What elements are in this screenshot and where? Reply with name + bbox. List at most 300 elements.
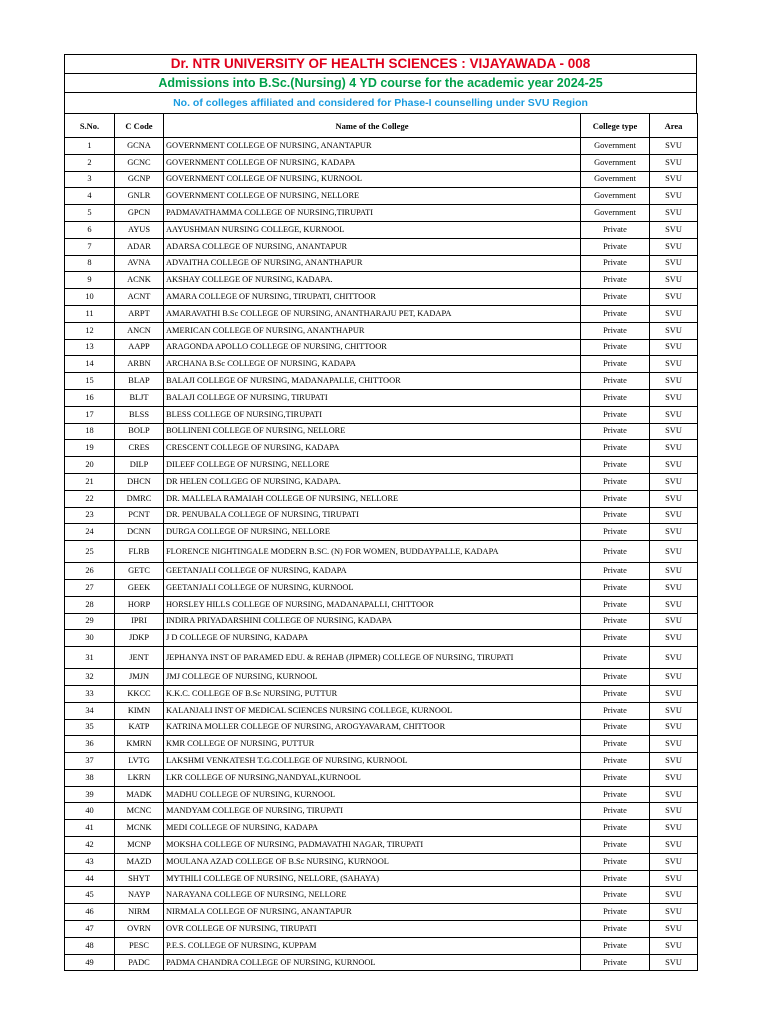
cell-college-type: Private xyxy=(581,339,650,356)
cell-college-name: KALANJALI INST OF MEDICAL SCIENCES NURSING COLLEGE, KURNOOL xyxy=(164,702,581,719)
cell-college-name: AMARAVATHI B.Sc COLLEGE OF NURSING, ANANTHARAJU PET, KADAPA xyxy=(164,305,581,322)
table-row xyxy=(65,887,698,904)
cell-college-name: NARAYANA COLLEGE OF NURSING, NELLORE xyxy=(164,887,581,904)
cell-college-type: Private xyxy=(581,524,650,541)
cell-college-type: Private xyxy=(581,837,650,854)
table-row xyxy=(65,507,698,524)
cell-college-type: Private xyxy=(581,457,650,474)
cell-code: ACNK xyxy=(115,272,164,289)
table-row xyxy=(65,138,698,155)
table-row xyxy=(65,255,698,272)
cell-college-type: Private xyxy=(581,541,650,563)
cell-code: KIMN xyxy=(115,702,164,719)
cell-college-type: Private xyxy=(581,613,650,630)
cell-college-name: P.E.S. COLLEGE OF NURSING, KUPPAM xyxy=(164,937,581,954)
table-row xyxy=(65,205,698,222)
column-header-code: C Code xyxy=(115,114,164,138)
cell-code: CRES xyxy=(115,440,164,457)
cell-area: SVU xyxy=(650,719,698,736)
cell-college-name: K.K.C. COLLEGE OF B.Sc NURSING, PUTTUR xyxy=(164,685,581,702)
cell-area: SVU xyxy=(650,221,698,238)
table-row xyxy=(65,356,698,373)
table-row xyxy=(65,289,698,306)
cell-college-name: CRESCENT COLLEGE OF NURSING, KADAPA xyxy=(164,440,581,457)
column-header-name: Name of the College xyxy=(164,114,581,138)
cell-college-name: GEETANJALI COLLEGE OF NURSING, KADAPA xyxy=(164,563,581,580)
cell-college-name: MEDI COLLEGE OF NURSING, KADAPA xyxy=(164,820,581,837)
cell-area: SVU xyxy=(650,406,698,423)
cell-area: SVU xyxy=(650,339,698,356)
cell-area: SVU xyxy=(650,138,698,155)
cell-college-name: MADHU COLLEGE OF NURSING, KURNOOL xyxy=(164,786,581,803)
cell-code: GEEK xyxy=(115,579,164,596)
table-row xyxy=(65,669,698,686)
table-row xyxy=(65,904,698,921)
cell-code: MCNP xyxy=(115,837,164,854)
cell-code: DILP xyxy=(115,457,164,474)
cell-code: LKRN xyxy=(115,769,164,786)
table-row xyxy=(65,769,698,786)
table-row xyxy=(65,870,698,887)
cell-area: SVU xyxy=(650,272,698,289)
cell-college-name: JMJ COLLEGE OF NURSING, KURNOOL xyxy=(164,669,581,686)
cell-area: SVU xyxy=(650,563,698,580)
cell-college-name: ADARSA COLLEGE OF NURSING, ANANTAPUR xyxy=(164,238,581,255)
cell-area: SVU xyxy=(650,887,698,904)
cell-college-type: Private xyxy=(581,753,650,770)
cell-area: SVU xyxy=(650,937,698,954)
cell-college-type: Private xyxy=(581,389,650,406)
cell-college-name: MOKSHA COLLEGE OF NURSING, PADMAVATHI NAGAR, TIRUPATI xyxy=(164,837,581,854)
cell-college-name: GOVERNMENT COLLEGE OF NURSING, KURNOOL xyxy=(164,171,581,188)
cell-sno: 8 xyxy=(65,255,115,272)
cell-college-type: Private xyxy=(581,490,650,507)
cell-college-name: NIRMALA COLLEGE OF NURSING, ANANTAPUR xyxy=(164,904,581,921)
cell-code: DMRC xyxy=(115,490,164,507)
cell-college-name: AMARA COLLEGE OF NURSING, TIRUPATI, CHITTOOR xyxy=(164,289,581,306)
cell-college-name: KATRINA MOLLER COLLEGE OF NURSING, AROGYAVARAM, CHITTOOR xyxy=(164,719,581,736)
cell-college-name: PADMAVATHAMMA COLLEGE OF NURSING,TIRUPATI xyxy=(164,205,581,222)
cell-code: NIRM xyxy=(115,904,164,921)
cell-area: SVU xyxy=(650,613,698,630)
cell-code: ADAR xyxy=(115,238,164,255)
cell-college-name: ARAGONDA APOLLO COLLEGE OF NURSING, CHITTOOR xyxy=(164,339,581,356)
cell-sno: 41 xyxy=(65,820,115,837)
cell-sno: 11 xyxy=(65,305,115,322)
cell-code: GCNP xyxy=(115,171,164,188)
cell-sno: 40 xyxy=(65,803,115,820)
cell-area: SVU xyxy=(650,490,698,507)
cell-code: DHCN xyxy=(115,473,164,490)
cell-sno: 44 xyxy=(65,870,115,887)
cell-area: SVU xyxy=(650,188,698,205)
cell-sno: 7 xyxy=(65,238,115,255)
cell-area: SVU xyxy=(650,289,698,306)
cell-college-type: Private xyxy=(581,373,650,390)
cell-college-type: Private xyxy=(581,685,650,702)
cell-area: SVU xyxy=(650,786,698,803)
cell-area: SVU xyxy=(650,579,698,596)
table-row xyxy=(65,154,698,171)
table-row xyxy=(65,339,698,356)
cell-sno: 24 xyxy=(65,524,115,541)
cell-college-name: GOVERNMENT COLLEGE OF NURSING, NELLORE xyxy=(164,188,581,205)
cell-code: GCNC xyxy=(115,154,164,171)
cell-area: SVU xyxy=(650,507,698,524)
cell-sno: 19 xyxy=(65,440,115,457)
cell-college-name: DR. MALLELA RAMAIAH COLLEGE OF NURSING, NELLORE xyxy=(164,490,581,507)
table-row xyxy=(65,457,698,474)
cell-college-type: Private xyxy=(581,356,650,373)
cell-code: BLSS xyxy=(115,406,164,423)
cell-college-type: Private xyxy=(581,563,650,580)
cell-sno: 17 xyxy=(65,406,115,423)
table-row xyxy=(65,188,698,205)
cell-college-name: HORSLEY HILLS COLLEGE OF NURSING, MADANAPALLI, CHITTOOR xyxy=(164,596,581,613)
cell-code: KKCC xyxy=(115,685,164,702)
cell-code: GPCN xyxy=(115,205,164,222)
table-row xyxy=(65,440,698,457)
cell-college-name: DURGA COLLEGE OF NURSING, NELLORE xyxy=(164,524,581,541)
cell-college-name: ADVAITHA COLLEGE OF NURSING, ANANTHAPUR xyxy=(164,255,581,272)
cell-sno: 28 xyxy=(65,596,115,613)
cell-code: AYUS xyxy=(115,221,164,238)
cell-area: SVU xyxy=(650,473,698,490)
cell-area: SVU xyxy=(650,736,698,753)
cell-college-type: Private xyxy=(581,937,650,954)
table-row xyxy=(65,389,698,406)
cell-college-type: Private xyxy=(581,769,650,786)
table-row xyxy=(65,702,698,719)
cell-college-type: Private xyxy=(581,719,650,736)
cell-code: GNLR xyxy=(115,188,164,205)
cell-college-name: DR. PENUBALA COLLEGE OF NURSING, TIRUPATI xyxy=(164,507,581,524)
cell-college-type: Private xyxy=(581,507,650,524)
cell-college-name: INDIRA PRIYADARSHINI COLLEGE OF NURSING, KADAPA xyxy=(164,613,581,630)
cell-sno: 15 xyxy=(65,373,115,390)
cell-college-type: Private xyxy=(581,870,650,887)
cell-college-name: JEPHANYA INST OF PARAMED EDU. & REHAB (JIPMER) COLLEGE OF NURSING, TIRUPATI xyxy=(164,647,581,669)
cell-college-type: Government xyxy=(581,154,650,171)
cell-code: JENT xyxy=(115,647,164,669)
cell-sno: 47 xyxy=(65,921,115,938)
cell-sno: 34 xyxy=(65,702,115,719)
cell-sno: 12 xyxy=(65,322,115,339)
cell-college-type: Private xyxy=(581,786,650,803)
cell-code: AAPP xyxy=(115,339,164,356)
table-row xyxy=(65,820,698,837)
cell-code: ARPT xyxy=(115,305,164,322)
cell-sno: 45 xyxy=(65,887,115,904)
cell-code: PADC xyxy=(115,954,164,971)
cell-college-name: AAYUSHMAN NURSING COLLEGE, KURNOOL xyxy=(164,221,581,238)
cell-code: MADK xyxy=(115,786,164,803)
table-body xyxy=(65,138,698,971)
cell-college-name: MANDYAM COLLEGE OF NURSING, TIRUPATI xyxy=(164,803,581,820)
cell-sno: 36 xyxy=(65,736,115,753)
cell-code: DCNN xyxy=(115,524,164,541)
table-header-row xyxy=(65,114,698,138)
column-header-type: College type xyxy=(581,114,650,138)
table-row xyxy=(65,853,698,870)
cell-code: KMRN xyxy=(115,736,164,753)
cell-area: SVU xyxy=(650,305,698,322)
cell-college-type: Private xyxy=(581,669,650,686)
cell-college-type: Private xyxy=(581,596,650,613)
cell-area: SVU xyxy=(650,954,698,971)
cell-college-type: Private xyxy=(581,272,650,289)
table-row xyxy=(65,803,698,820)
cell-code: GCNA xyxy=(115,138,164,155)
cell-sno: 23 xyxy=(65,507,115,524)
table-row xyxy=(65,613,698,630)
table-row xyxy=(65,579,698,596)
cell-area: SVU xyxy=(650,921,698,938)
table-row xyxy=(65,524,698,541)
cell-code: SHYT xyxy=(115,870,164,887)
cell-college-type: Private xyxy=(581,221,650,238)
cell-sno: 25 xyxy=(65,541,115,563)
cell-college-type: Private xyxy=(581,406,650,423)
cell-college-type: Private xyxy=(581,473,650,490)
column-header-sno: S.No. xyxy=(65,114,115,138)
cell-college-type: Private xyxy=(581,702,650,719)
cell-area: SVU xyxy=(650,596,698,613)
cell-sno: 1 xyxy=(65,138,115,155)
cell-code: BOLP xyxy=(115,423,164,440)
cell-college-type: Private xyxy=(581,904,650,921)
table-row xyxy=(65,373,698,390)
cell-area: SVU xyxy=(650,457,698,474)
cell-sno: 9 xyxy=(65,272,115,289)
cell-code: KATP xyxy=(115,719,164,736)
cell-sno: 6 xyxy=(65,221,115,238)
cell-area: SVU xyxy=(650,702,698,719)
cell-college-name: MYTHILI COLLEGE OF NURSING, NELLORE, (SAHAYA) xyxy=(164,870,581,887)
table-row xyxy=(65,406,698,423)
table-row xyxy=(65,563,698,580)
cell-college-type: Private xyxy=(581,921,650,938)
table-row xyxy=(65,719,698,736)
counselling-caption: No. of colleges affiliated and considered for Phase-I counselling under SVU Region xyxy=(64,92,697,113)
cell-college-name: MOULANA AZAD COLLEGE OF B.Sc NURSING, KURNOOL xyxy=(164,853,581,870)
cell-college-name: BOLLINENI COLLEGE OF NURSING, NELLORE xyxy=(164,423,581,440)
cell-area: SVU xyxy=(650,423,698,440)
cell-code: ACNT xyxy=(115,289,164,306)
cell-sno: 49 xyxy=(65,954,115,971)
cell-area: SVU xyxy=(650,389,698,406)
table-row xyxy=(65,630,698,647)
cell-code: BLAP xyxy=(115,373,164,390)
cell-area: SVU xyxy=(650,870,698,887)
cell-sno: 27 xyxy=(65,579,115,596)
cell-sno: 31 xyxy=(65,647,115,669)
table-row xyxy=(65,837,698,854)
cell-sno: 39 xyxy=(65,786,115,803)
cell-sno: 21 xyxy=(65,473,115,490)
cell-college-type: Private xyxy=(581,887,650,904)
table-row xyxy=(65,221,698,238)
cell-area: SVU xyxy=(650,524,698,541)
cell-area: SVU xyxy=(650,853,698,870)
cell-sno: 3 xyxy=(65,171,115,188)
cell-sno: 48 xyxy=(65,937,115,954)
cell-college-type: Government xyxy=(581,188,650,205)
cell-sno: 32 xyxy=(65,669,115,686)
cell-college-type: Private xyxy=(581,440,650,457)
cell-area: SVU xyxy=(650,769,698,786)
cell-area: SVU xyxy=(650,669,698,686)
cell-college-name: AMERICAN COLLEGE OF NURSING, ANANTHAPUR xyxy=(164,322,581,339)
cell-sno: 14 xyxy=(65,356,115,373)
cell-college-name: GOVERNMENT COLLEGE OF NURSING, KADAPA xyxy=(164,154,581,171)
cell-code: ANCN xyxy=(115,322,164,339)
cell-area: SVU xyxy=(650,171,698,188)
column-header-area: Area xyxy=(650,114,698,138)
cell-sno: 16 xyxy=(65,389,115,406)
cell-area: SVU xyxy=(650,820,698,837)
cell-college-name: BALAJI COLLEGE OF NURSING, TIRUPATI xyxy=(164,389,581,406)
cell-code: JMJN xyxy=(115,669,164,686)
table-row xyxy=(65,596,698,613)
cell-code: BLJT xyxy=(115,389,164,406)
cell-college-name: LKR COLLEGE OF NURSING,NANDYAL,KURNOOL xyxy=(164,769,581,786)
cell-college-type: Private xyxy=(581,853,650,870)
cell-sno: 20 xyxy=(65,457,115,474)
cell-college-name: KMR COLLEGE OF NURSING, PUTTUR xyxy=(164,736,581,753)
cell-college-type: Private xyxy=(581,238,650,255)
cell-college-type: Private xyxy=(581,647,650,669)
cell-sno: 35 xyxy=(65,719,115,736)
cell-area: SVU xyxy=(650,255,698,272)
university-title: Dr. NTR UNIVERSITY OF HEALTH SCIENCES : VIJAYAWADA - 008 xyxy=(64,54,697,73)
cell-college-type: Private xyxy=(581,736,650,753)
table-row xyxy=(65,921,698,938)
cell-code: HORP xyxy=(115,596,164,613)
cell-college-type: Private xyxy=(581,322,650,339)
table-row xyxy=(65,647,698,669)
cell-code: PCNT xyxy=(115,507,164,524)
cell-college-name: FLORENCE NIGHTINGALE MODERN B.SC. (N) FOR WOMEN, BUDDAYPALLE, KADAPA xyxy=(164,541,581,563)
table-row xyxy=(65,423,698,440)
cell-area: SVU xyxy=(650,205,698,222)
cell-code: MAZD xyxy=(115,853,164,870)
table-row xyxy=(65,786,698,803)
table-row xyxy=(65,753,698,770)
table-row xyxy=(65,685,698,702)
cell-area: SVU xyxy=(650,440,698,457)
cell-college-type: Private xyxy=(581,289,650,306)
cell-sno: 29 xyxy=(65,613,115,630)
cell-sno: 10 xyxy=(65,289,115,306)
cell-college-type: Private xyxy=(581,630,650,647)
table-row xyxy=(65,238,698,255)
cell-sno: 13 xyxy=(65,339,115,356)
cell-sno: 46 xyxy=(65,904,115,921)
cell-college-name: GOVERNMENT COLLEGE OF NURSING, ANANTAPUR xyxy=(164,138,581,155)
cell-college-name: OVR COLLEGE OF NURSING, TIRUPATI xyxy=(164,921,581,938)
cell-college-name: AKSHAY COLLEGE OF NURSING, KADAPA. xyxy=(164,272,581,289)
cell-sno: 2 xyxy=(65,154,115,171)
cell-code: GETC xyxy=(115,563,164,580)
cell-area: SVU xyxy=(650,541,698,563)
table-row xyxy=(65,305,698,322)
cell-college-type: Government xyxy=(581,171,650,188)
cell-college-name: J D COLLEGE OF NURSING, KADAPA xyxy=(164,630,581,647)
table-row xyxy=(65,541,698,563)
cell-college-name: LAKSHMI VENKATESH T.G.COLLEGE OF NURSING, KURNOOL xyxy=(164,753,581,770)
document-sheet xyxy=(64,54,697,971)
table-row xyxy=(65,473,698,490)
cell-area: SVU xyxy=(650,837,698,854)
table-row xyxy=(65,937,698,954)
cell-area: SVU xyxy=(650,753,698,770)
cell-area: SVU xyxy=(650,322,698,339)
table-row xyxy=(65,171,698,188)
cell-sno: 4 xyxy=(65,188,115,205)
cell-sno: 22 xyxy=(65,490,115,507)
cell-area: SVU xyxy=(650,647,698,669)
cell-sno: 42 xyxy=(65,837,115,854)
cell-college-name: GEETANJALI COLLEGE OF NURSING, KURNOOL xyxy=(164,579,581,596)
cell-sno: 26 xyxy=(65,563,115,580)
cell-code: NAYP xyxy=(115,887,164,904)
cell-college-type: Private xyxy=(581,423,650,440)
cell-college-name: BALAJI COLLEGE OF NURSING, MADANAPALLE, CHITTOOR xyxy=(164,373,581,390)
cell-code: PESC xyxy=(115,937,164,954)
table-row xyxy=(65,272,698,289)
cell-sno: 43 xyxy=(65,853,115,870)
cell-area: SVU xyxy=(650,685,698,702)
table-row xyxy=(65,322,698,339)
cell-sno: 38 xyxy=(65,769,115,786)
cell-code: LVTG xyxy=(115,753,164,770)
cell-code: OVRN xyxy=(115,921,164,938)
admissions-subtitle: Admissions into B.Sc.(Nursing) 4 YD course for the academic year 2024-25 xyxy=(64,73,697,92)
table-row xyxy=(65,490,698,507)
cell-area: SVU xyxy=(650,238,698,255)
cell-college-type: Private xyxy=(581,820,650,837)
cell-area: SVU xyxy=(650,154,698,171)
cell-area: SVU xyxy=(650,803,698,820)
cell-area: SVU xyxy=(650,356,698,373)
colleges-table xyxy=(64,113,698,971)
cell-college-type: Private xyxy=(581,305,650,322)
cell-sno: 5 xyxy=(65,205,115,222)
cell-college-name: PADMA CHANDRA COLLEGE OF NURSING, KURNOOL xyxy=(164,954,581,971)
table-row xyxy=(65,736,698,753)
cell-code: AVNA xyxy=(115,255,164,272)
cell-college-type: Private xyxy=(581,255,650,272)
cell-code: ARBN xyxy=(115,356,164,373)
cell-code: MCNC xyxy=(115,803,164,820)
cell-code: FLRB xyxy=(115,541,164,563)
cell-college-type: Private xyxy=(581,954,650,971)
cell-college-name: ARCHANA B.Sc COLLEGE OF NURSING, KADAPA xyxy=(164,356,581,373)
cell-sno: 37 xyxy=(65,753,115,770)
cell-college-name: BLESS COLLEGE OF NURSING,TIRUPATI xyxy=(164,406,581,423)
cell-college-name: DR HELEN COLLGEG OF NURSING, KADAPA. xyxy=(164,473,581,490)
cell-code: IPRI xyxy=(115,613,164,630)
cell-sno: 33 xyxy=(65,685,115,702)
cell-area: SVU xyxy=(650,630,698,647)
cell-area: SVU xyxy=(650,904,698,921)
cell-sno: 18 xyxy=(65,423,115,440)
cell-code: MCNK xyxy=(115,820,164,837)
cell-college-type: Private xyxy=(581,579,650,596)
table-row xyxy=(65,954,698,971)
cell-college-type: Government xyxy=(581,205,650,222)
